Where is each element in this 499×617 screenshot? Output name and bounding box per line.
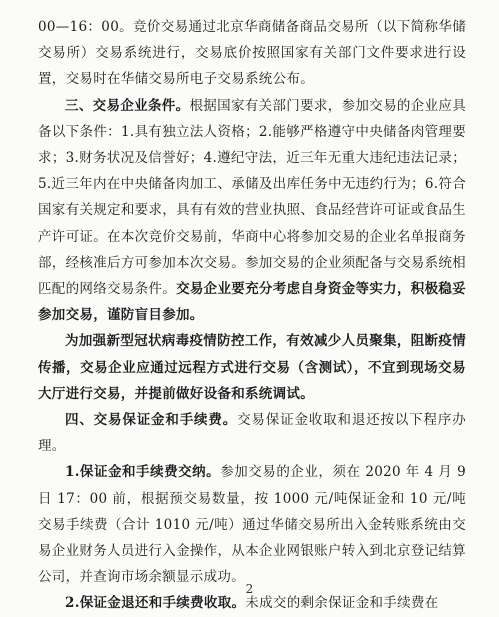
item-1-body: 参加交易的企业，须在 2020 年 4 月 9 日 17：00 前，根据预交易数量，按 1000 元/吨保证金和 10 元/吨交易手续费（合计 1010 元/吨）通过华储交易所出入金转账系统由交易企业财务人员进行入金操作，从本企业网银账户转入到北京登记结算公司，并查询市场余额显示成功。 xyxy=(38,464,466,586)
section-3-body: 根据国家有关部门要求，参加交易的企业应具备以下条件：1.具有独立法人资格；2.能够严格遵守中央储备肉管理要求；3.财务状况及信誉好；4.遵纪守法，近三年无重大违纪违法记录；5.近三年内在中央储备肉加工、承储及出库任务中无违约行为；6.符合国家有关规定和要求，具有有效的营业执照、食品经营许可证或食品生产许可证。在本次竞价交易前，华商中心将参加交易的企业名单报商务部，经核准后方可参加本次交易。参加交易的企业须配备与交易系统相匹配的网络交易条件。 xyxy=(38,97,467,298)
paragraph-trading-enterprise-conditions xyxy=(38,93,466,329)
paragraph-deposit-and-fees xyxy=(38,407,466,459)
epidemic-notice-text: 为加强新型冠状病毒疫情防控工作，有效减少人员聚集，阻断疫情传播，交易企业应通过远程方式进行交易（含测试），不宜到现场交易大厅进行交易，并提前做好设备和系统调试。 xyxy=(38,333,466,402)
paragraph-1 xyxy=(38,14,466,93)
item-2-heading: 2.保证金退还和手续费收取。 xyxy=(65,595,246,612)
item-1-heading: 1.保证金和手续费交纳。 xyxy=(65,464,221,481)
section-3-heading: 三、交易企业条件。 xyxy=(65,97,190,114)
section-4-body: 交易保证金收取和退还按以下程序办理。 xyxy=(38,412,466,455)
document-body xyxy=(38,14,466,617)
item-2-body: 未成交的剩余保证金和手续费在 xyxy=(245,595,439,612)
page-number: 2 xyxy=(245,582,254,596)
section-4-heading: 四、交易保证金和手续费。 xyxy=(65,412,238,429)
section-3-emphasis: 交易企业要充分考虑自身资金等实力，积极稳妥参加交易，谨防盲目参加。 xyxy=(38,281,466,324)
paragraph-epidemic-notice xyxy=(38,328,466,407)
para1-text: 00—16：00。竞价交易通过北京华商储备商品交易所（以下简称华储交易所）交易系统进行，交易底价按照国家有关部门文件要求进行设置，交易时在华储交易所电子交易系统公布。 xyxy=(38,19,466,88)
paragraph-deposit-payment xyxy=(38,459,466,590)
